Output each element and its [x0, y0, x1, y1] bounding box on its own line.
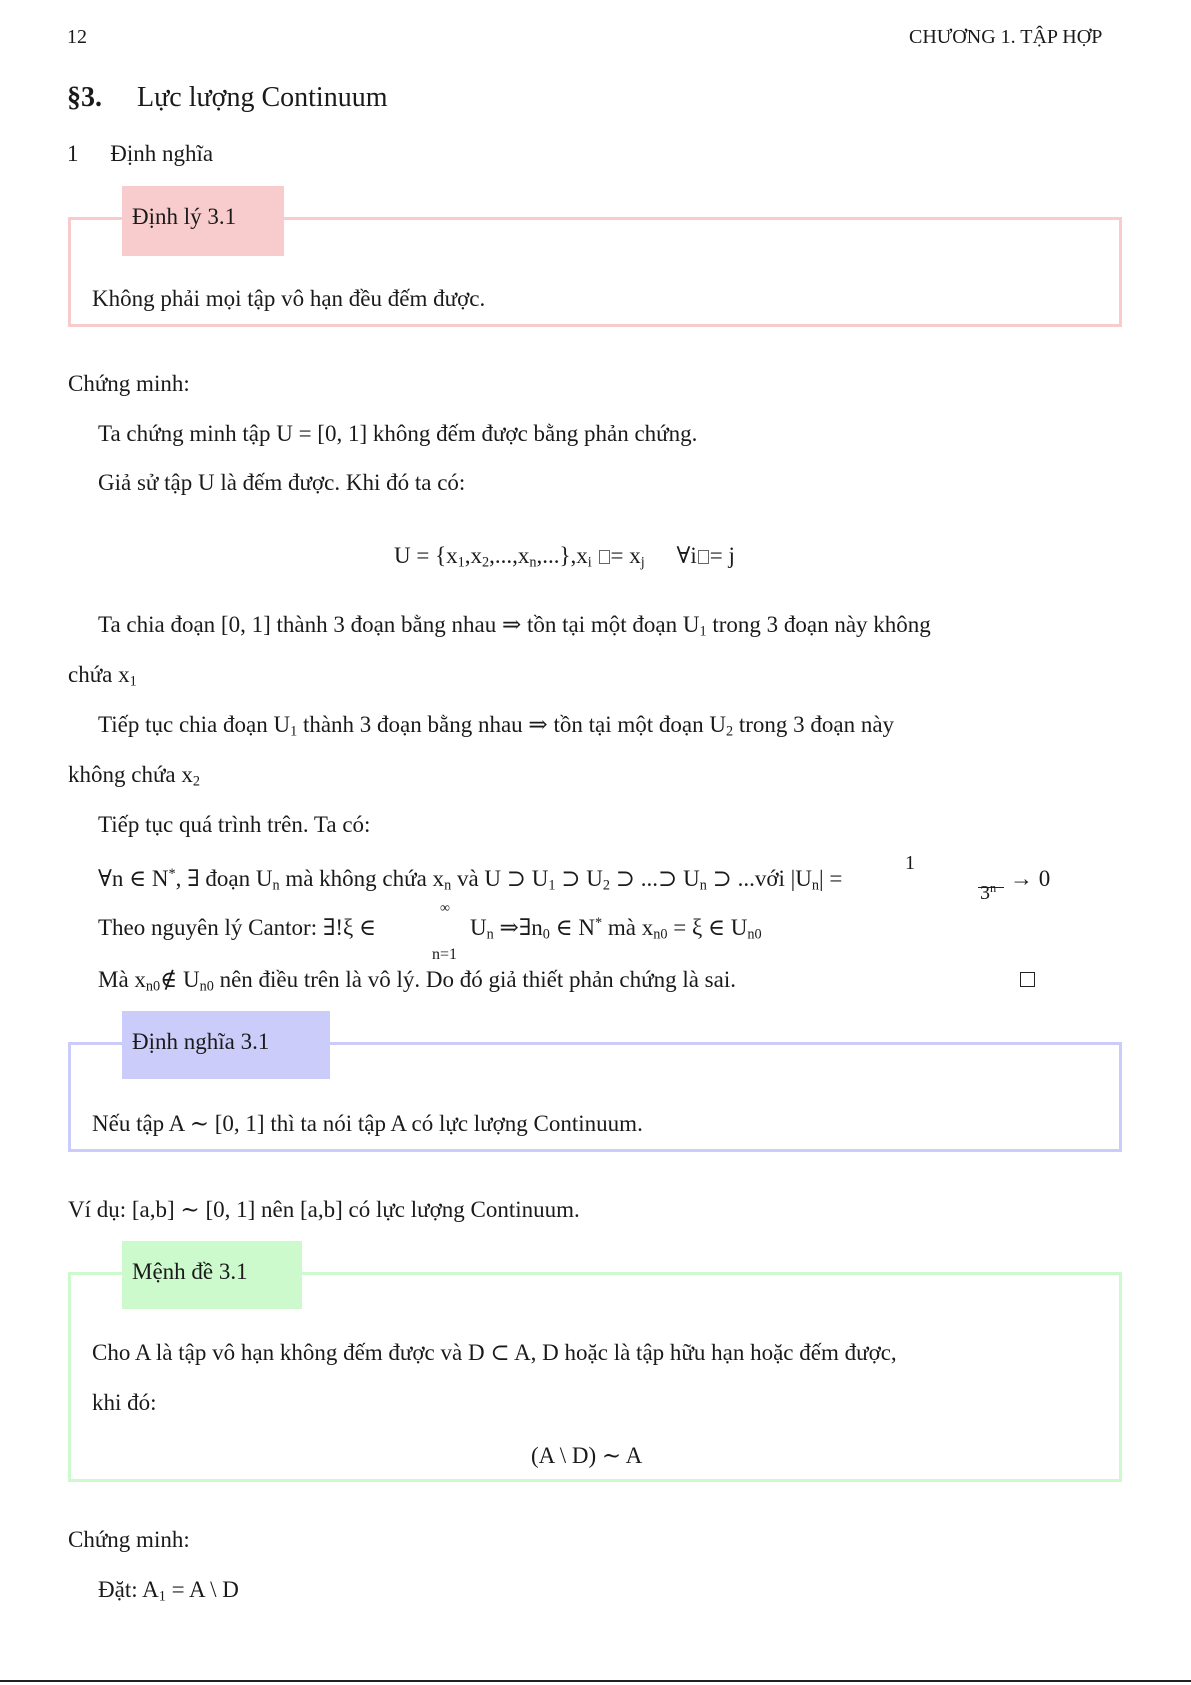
section-title: Lực lượng Continuum	[137, 82, 388, 113]
theorem-label: Định lý 3.1	[122, 186, 284, 256]
proof-line-10: Mà $x_{n0}\notin$ $U_{n0}$ nên điều trên là vô lý. Do đó giả thiết phản chứng là sai.	[98, 967, 736, 995]
missing-glyph-icon	[599, 550, 610, 564]
proof-line-6: không chứa $x_2$	[68, 762, 201, 790]
fraction-denominator: 3$^n$	[980, 881, 997, 904]
proposition-line-1: Cho A là tập vô hạn không đếm được và D ⊂ A, D hoặc là tập hữu hạn hoặc đếm được,	[92, 1340, 897, 1365]
proof-2-line-1: Đặt: $A_1 = A$ \ D	[98, 1577, 239, 1605]
equation-u: $U = \{x_1,x_2,...,x_n,...\},x_i = x_j$ ∀i = j	[394, 543, 735, 571]
running-title: CHƯƠNG 1. TẬP HỢP	[909, 26, 1103, 48]
subsection-heading	[67, 141, 213, 167]
proof-line-2: Giả sử tập U là đếm được. Khi đó ta có:	[98, 470, 466, 495]
fraction-numerator: 1	[905, 852, 915, 874]
proof-line-3: Ta chia đoạn [0, 1] thành 3 đoạn bằng nhau ⇒ tồn tại một đoạn $U_1$ trong 3 đoạn này không	[98, 612, 931, 640]
limit-arrow: → 0	[1010, 866, 1051, 891]
bottom-rule	[0, 1680, 1191, 1682]
proof-line-8: ∀n ∈ N*, ∃ đoạn $U_n$ mà không chứa $x_n$ và U ⊃ $U_1$ ⊃ $U_2$ ⊃ ...⊃ $U_n$ ⊃ ...với $|U_n|$ =	[98, 866, 843, 894]
subsection-number: 1	[67, 141, 79, 166]
subsection-title: Định nghĩa	[110, 141, 214, 166]
proposition-formula: (A \ D) ∼ A	[531, 1443, 643, 1468]
union-upper-limit: ∞	[440, 901, 450, 916]
proof-2-heading: Chứng minh:	[68, 1527, 190, 1552]
union-lower-limit: n=1	[432, 946, 458, 963]
proof-line-5: Tiếp tục chia đoạn $U_1$ thành 3 đoạn bằng nhau ⇒ tồn tại một đoạn $U_2$ trong 3 đoạn này	[98, 712, 895, 740]
page-number: 12	[67, 26, 87, 48]
proof-line-9: Theo nguyên lý Cantor: ∃!ξ ∈	[98, 915, 377, 940]
definition-text: Nếu tập A ∼ [0, 1] thì ta nói tập A có lực lượng Continuum.	[92, 1111, 643, 1136]
example-text: Ví dụ: [a,b] ∼ [0, 1] nên [a,b] có lực lượng Continuum.	[68, 1197, 580, 1222]
theorem-text: Không phải mọi tập vô hạn đều đếm được.	[92, 286, 486, 311]
missing-glyph-icon	[698, 550, 709, 564]
proposition-label: Mệnh đề 3.1	[122, 1241, 302, 1309]
qed-square-icon	[1020, 972, 1035, 987]
section-symbol: §3.	[67, 82, 102, 113]
proof-line-9-rest: $U_n$ $\Rightarrow\exists n_0$ ∈ N* mà $x_{n0} = \xi$ ∈ $U_{n0}$	[470, 915, 762, 943]
definition-label: Định nghĩa 3.1	[122, 1011, 330, 1079]
section-heading	[67, 82, 387, 114]
proof-line-7: Tiếp tục quá trình trên. Ta có:	[98, 812, 371, 837]
proof-line-1: Ta chứng minh tập U = [0, 1] không đếm được bằng phản chứng.	[98, 421, 698, 446]
proof-line-4: chứa $x_1$	[68, 662, 137, 690]
proof-heading: Chứng minh:	[68, 371, 190, 396]
proposition-line-2: khi đó:	[92, 1390, 157, 1415]
